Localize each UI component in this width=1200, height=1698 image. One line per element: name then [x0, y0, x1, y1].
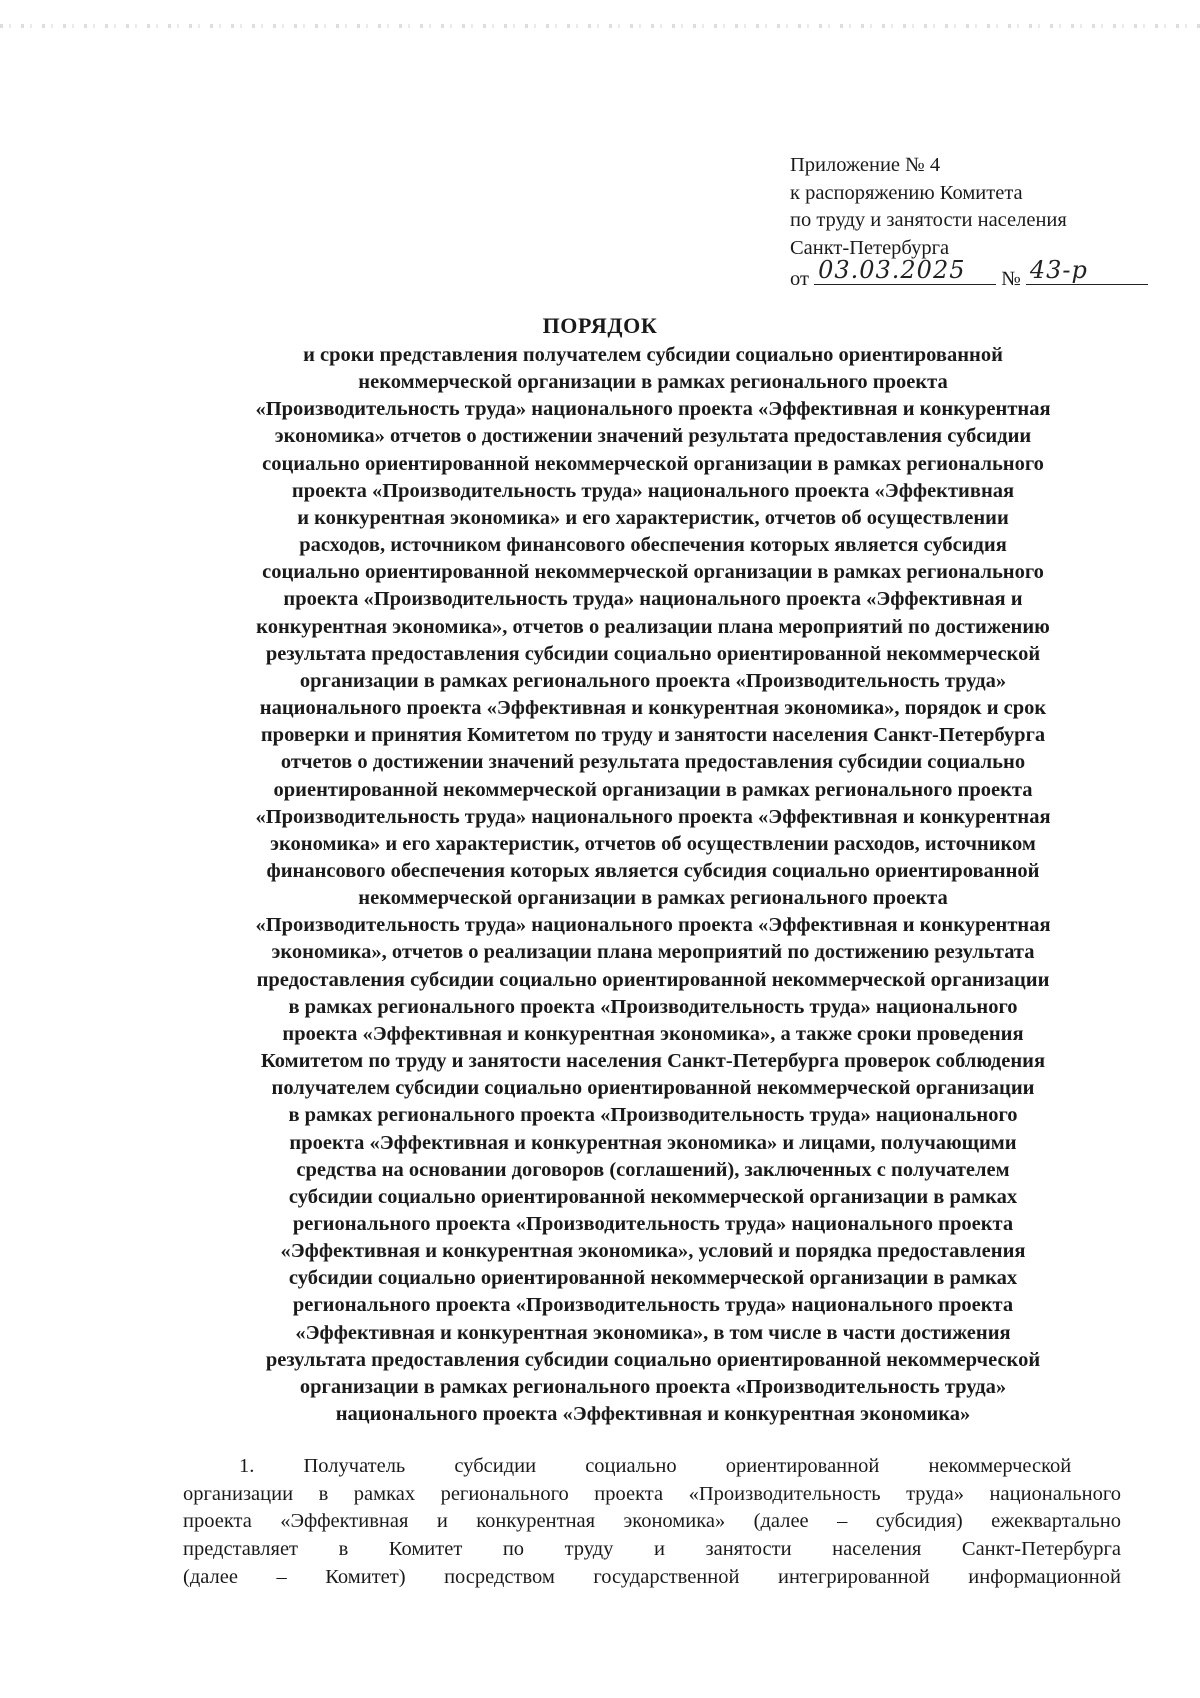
subtitle-line: социально ориентированной некоммерческой организации в рамках регионального [262, 452, 1044, 475]
appendix-block [790, 152, 1180, 294]
scan-edge-artifact [0, 24, 1200, 28]
handwritten-date: 03.03.2025 [818, 255, 966, 284]
date-prefix: от [790, 268, 809, 290]
subtitle-line: национального проекта «Эффективная и конкурентная экономика», порядок и срок [259, 697, 1047, 720]
subtitle-line: субсидии социально ориентированной некоммерческой организации в рамках [288, 1267, 1018, 1290]
subtitle-line: и сроки представления получателем субсидии социально ориентированной [303, 344, 1003, 366]
subtitle-line: организации в рамках регионального проекта «Производительность труда» [299, 669, 1007, 692]
subtitle-line: национального проекта «Эффективная и конкурентная экономика» [335, 1403, 971, 1426]
subtitle-line: регионального проекта «Производительность труда» национального проекта [292, 1213, 1014, 1235]
document-title: ПОРЯДОК [542, 313, 658, 338]
subtitle-line: проекта «Эффективная и конкурентная экономика», а также сроки проведения [282, 1022, 1024, 1045]
subtitle-line: экономика» и его характеристик, отчетов об осуществлении расходов, источником [270, 832, 1036, 855]
subtitle-line: результата предоставления субсидии социально ориентированной некоммерческой [265, 642, 1041, 665]
paragraph-line: (далее – Комитет) посредством государственной интегрированной информационной [183, 1565, 1121, 1588]
appendix-committee: по труду и занятости населения [790, 209, 1067, 231]
subtitle-line: финансового обеспечения которых является субсидия социально ориентированной [266, 859, 1040, 882]
appendix-order-ref: к распоряжению Комитета [790, 181, 1023, 204]
subtitle-line: проекта «Эффективная и конкурентная экономика» и лицами, получающими [289, 1131, 1017, 1154]
appendix-city: Санкт-Петербурга [790, 236, 950, 259]
subtitle-line: «Производительность труда» национального проекта «Эффективная и конкурентная [255, 914, 1051, 937]
subtitle-line: конкурентная экономика», отчетов о реализации плана мероприятий по достижению [256, 615, 1050, 638]
subtitle-line: расходов, источником финансового обеспечения которых является субсидия [299, 534, 1007, 557]
subtitle-line: «Эффективная и конкурентная экономика», условий и порядка предоставления [280, 1240, 1026, 1263]
subtitle-line: регионального проекта «Производительность труда» национального проекта [292, 1294, 1014, 1317]
subtitle-line: социально ориентированной некоммерческой организации в рамках регионального [262, 561, 1044, 584]
document-subtitle [183, 342, 1123, 1428]
paragraph-line: проекта «Эффективная и конкурентная экономика» (далее – субсидия) ежеквартально [183, 1510, 1121, 1533]
subtitle-line: организации в рамках регионального проекта «Производительность труда» [299, 1375, 1007, 1398]
subtitle-line: некоммерческой организации в рамках регионального проекта [358, 887, 948, 910]
subtitle-line: некоммерческой организации в рамках регионального проекта [358, 371, 948, 394]
paragraph-line: организации в рамках регионального проекта «Производительность труда» национального [183, 1482, 1121, 1505]
subtitle-line: «Производительность труда» национального проекта «Эффективная и конкурентная [255, 805, 1051, 828]
appendix-number: Приложение № 4 [790, 154, 941, 176]
subtitle-line: «Эффективная и конкурентная экономика», в том числе в части достижения [295, 1321, 1011, 1344]
appendix-date-number-row [790, 255, 1180, 294]
subtitle-line: в рамках регионального проекта «Производительность труда» национального [288, 995, 1018, 1018]
paragraph-line: 1. Получатель субсидии социально ориентированной некоммерческой [239, 1455, 1072, 1477]
subtitle-line: результата предоставления субсидии социально ориентированной некоммерческой [265, 1348, 1041, 1371]
paragraph-line: представляет в Комитет по труду и занятости населения Санкт-Петербурга [183, 1538, 1121, 1561]
subtitle-line: получателем субсидии социально ориентированной некоммерческой организации [271, 1077, 1035, 1100]
subtitle-line: экономика» отчетов о достижении значений результата предоставления субсидии [274, 425, 1032, 448]
subtitle-line: средства на основании договоров (соглашений), заключенных с получателем [296, 1158, 1010, 1181]
subtitle-line: экономика», отчетов о реализации плана мероприятий по достижению результата [271, 941, 1035, 964]
subtitle-line: проверки и принятия Комитетом по труду и занятости населения Санкт-Петербурга [260, 724, 1046, 747]
handwritten-number-field [1026, 255, 1148, 285]
subtitle-line: ориентированной некоммерческой организации в рамках регионального проекта [273, 778, 1033, 801]
paragraph-1 [183, 1453, 1121, 1592]
handwritten-number: 43-р [1029, 255, 1088, 284]
handwritten-date-field [814, 255, 996, 285]
subtitle-line: проекта «Производительность труда» национального проекта «Эффективная и [283, 588, 1023, 611]
number-prefix: № [1001, 268, 1021, 290]
subtitle-line: отчетов о достижении значений результата предоставления субсидии социально [280, 751, 1026, 774]
subtitle-line: Комитетом по труду и занятости населения Санкт-Петербурга проверок соблюдения [260, 1050, 1046, 1073]
subtitle-line: в рамках регионального проекта «Производительность труда» национального [288, 1104, 1018, 1127]
subtitle-line: «Производительность труда» национального проекта «Эффективная и конкурентная [255, 398, 1051, 421]
subtitle-line: предоставления субсидии социально ориентированной некоммерческой организации [256, 968, 1050, 991]
subtitle-line: и конкурентная экономика» и его характеристик, отчетов об осуществлении [297, 506, 1009, 529]
subtitle-line: проекта «Производительность труда» национального проекта «Эффективная [291, 479, 1015, 502]
subtitle-line: субсидии социально ориентированной некоммерческой организации в рамках [288, 1185, 1018, 1208]
